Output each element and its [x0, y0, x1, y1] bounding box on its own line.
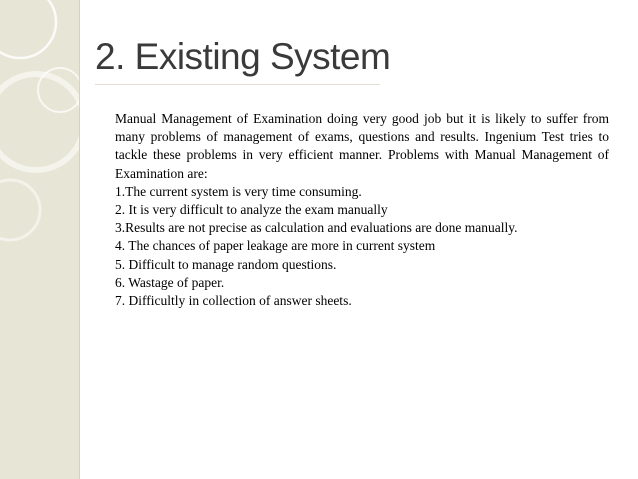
problem-list: [115, 183, 609, 310]
problem-item: 1.The current system is very time consuming.: [115, 183, 362, 199]
decorative-sidebar: [0, 0, 79, 479]
title-divider: [95, 84, 380, 85]
problem-item: 5. Difficult to manage random questions.: [115, 256, 337, 272]
decorative-rings-graphic: [0, 0, 79, 479]
problem-item: 4. The chances of paper leakage are more in current system: [115, 238, 436, 254]
problem-item: 7. Difficultly in collection of answer sheets.: [115, 293, 352, 309]
problem-item: 6. Wastage of paper.: [115, 274, 225, 290]
problem-item: 2. It is very difficult to analyze the exam manually: [115, 202, 388, 218]
slide-title: 2. Existing System: [95, 36, 391, 77]
problem-item: 3.Results are not precise as calculation and evaluations are done manually.: [115, 220, 518, 236]
sidebar-divider: [79, 0, 80, 479]
slide-body: [115, 110, 609, 310]
intro-paragraph: Manual Management of Examination doing very good job but it is likely to suffer from many problems of management of exams, questions and results. Ingenium Test tries to tackle these problems in very efficient manner. Problems with Manual Management of Examination are:: [115, 111, 609, 181]
